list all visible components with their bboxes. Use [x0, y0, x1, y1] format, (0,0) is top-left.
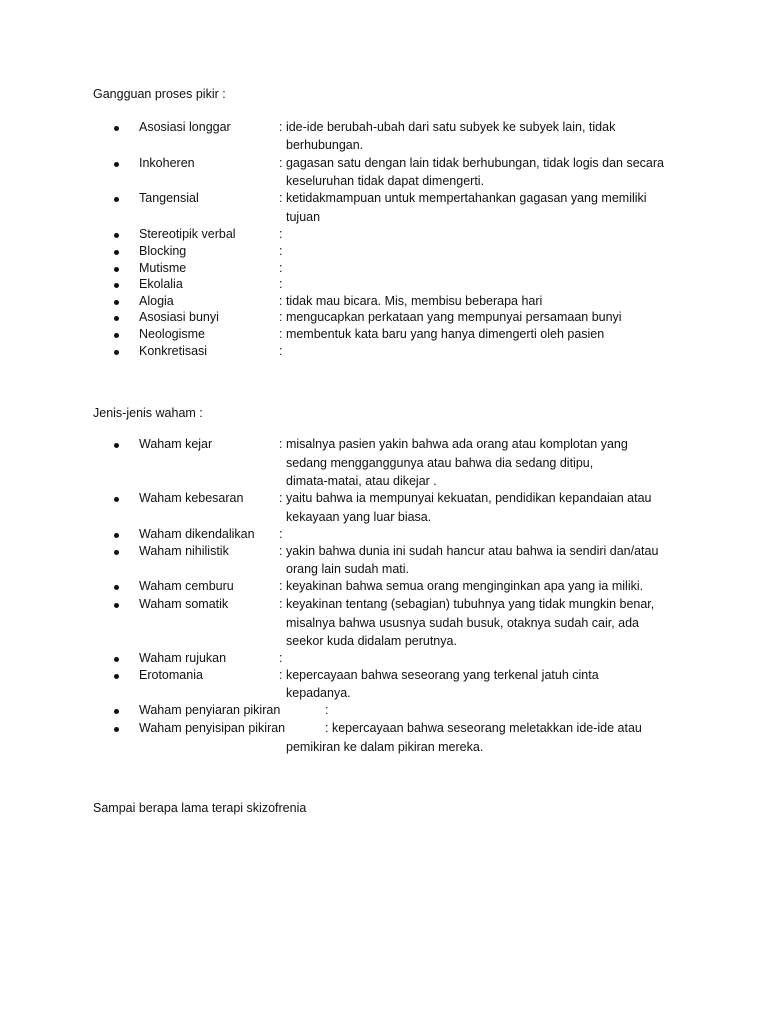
bullet-icon: [114, 603, 119, 608]
bullet-icon: [114, 674, 119, 679]
item-term: Ekolalia: [139, 277, 183, 291]
item-description: :: [279, 277, 283, 291]
item-term: Waham kejar: [139, 437, 213, 451]
bullet-icon: [114, 497, 119, 502]
bullet-icon: [114, 162, 119, 167]
list-item: [0, 244, 768, 261]
bullet-icon: [114, 267, 119, 272]
item-term: Blocking: [139, 244, 187, 258]
item-term: Waham dikendalikan: [139, 527, 255, 541]
list-item: [0, 651, 768, 668]
item-description: : mengucapkan perkataan yang mempunyai persamaan bunyi: [279, 310, 622, 324]
item-description: : membentuk kata baru yang hanya dimengerti oleh pasien: [279, 327, 605, 341]
bullet-icon: [114, 550, 119, 555]
item-term: Waham rujukan: [139, 651, 227, 665]
item-description-continued: kepadanya.: [286, 686, 351, 700]
item-description: : keyakinan bahwa semua orang menginginkan apa yang ia miliki.: [279, 579, 644, 593]
bullet-icon: [114, 316, 119, 321]
item-description: :: [279, 527, 283, 541]
list-item: [0, 703, 768, 720]
list-item: [0, 344, 768, 361]
item-description: : gagasan satu dengan lain tidak berhubungan, tidak logis dan secara: [279, 156, 665, 170]
list-item: [0, 491, 768, 508]
list-item: [0, 721, 768, 738]
item-term: Waham penyisipan pikiran: [139, 721, 286, 735]
bullet-icon: [114, 333, 119, 338]
item-description: : yakin bahwa dunia ini sudah hancur atau bahwa ia sendiri dan/atau: [279, 544, 659, 558]
list-item: [0, 668, 768, 685]
bullet-icon: [114, 585, 119, 590]
bullet-icon: [114, 250, 119, 255]
list-item: [0, 544, 768, 561]
bullet-icon: [114, 709, 119, 714]
item-term: Waham nihilistik: [139, 544, 229, 558]
bullet-icon: [114, 283, 119, 288]
closing-text: Sampai berapa lama terapi skizofrenia: [93, 801, 307, 815]
item-term: Alogia: [139, 294, 174, 308]
item-term: Inkoheren: [139, 156, 195, 170]
list-item: [0, 156, 768, 173]
list-item: [0, 191, 768, 208]
item-term: Tangensial: [139, 191, 199, 205]
item-description: : ide-ide berubah-ubah dari satu subyek ke subyek lain, tidak: [279, 120, 616, 134]
list-item: [0, 597, 768, 614]
item-description: : keyakinan tentang (sebagian) tubuhnya yang tidak mungkin benar,: [279, 597, 655, 611]
bullet-icon: [114, 197, 119, 202]
list-item: [0, 120, 768, 137]
item-description: : yaitu bahwa ia mempunyai kekuatan, pendidikan kepandaian atau: [279, 491, 652, 505]
list-item: [0, 310, 768, 327]
item-term: Konkretisasi: [139, 344, 208, 358]
item-description: : ketidakmampuan untuk mempertahankan gagasan yang memiliki: [279, 191, 647, 205]
item-term: Erotomania: [139, 668, 203, 682]
section-heading-thought: Gangguan proses pikir :: [93, 87, 226, 101]
item-description: : kepercayaan bahwa seseorang yang terkenal jatuh cinta: [279, 668, 599, 682]
item-term: Mutisme: [139, 261, 187, 275]
item-description-continued: pemikiran ke dalam pikiran mereka.: [286, 740, 484, 754]
item-term: Waham kebesaran: [139, 491, 244, 505]
item-description-continued: keseluruhan tidak dapat dimengerti.: [286, 174, 485, 188]
bullet-icon: [114, 126, 119, 131]
item-description: : kepercayaan bahwa seseorang meletakkan ide-ide atau: [325, 721, 642, 735]
item-term: Asosiasi bunyi: [139, 310, 219, 324]
item-term: Waham penyiaran pikiran: [139, 703, 281, 717]
section-heading-delusions: Jenis-jenis waham :: [93, 406, 203, 420]
list-item: [0, 261, 768, 278]
item-description: :: [279, 651, 283, 665]
bullet-icon: [114, 300, 119, 305]
bullet-icon: [114, 350, 119, 355]
bullet-icon: [114, 533, 119, 538]
item-description-continued: kekayaan yang luar biasa.: [286, 510, 432, 524]
list-item: [0, 579, 768, 596]
item-description: :: [279, 261, 283, 275]
bullet-icon: [114, 443, 119, 448]
item-description: :: [279, 344, 283, 358]
list-item: [0, 327, 768, 344]
item-description: : tidak mau bicara. Mis, membisu beberapa hari: [279, 294, 543, 308]
bullet-icon: [114, 657, 119, 662]
item-description-continued: sedang mengganggunya atau bahwa dia sedang ditipu,: [286, 456, 594, 470]
item-description-continued: berhubungan.: [286, 138, 364, 152]
item-description-continued: misalnya bahwa ususnya sudah busuk, otaknya sudah cair, ada: [286, 616, 640, 630]
list-item: [0, 227, 768, 244]
list-item: [0, 294, 768, 311]
item-description-continued: tujuan: [286, 210, 321, 224]
item-term: Stereotipik verbal: [139, 227, 236, 241]
item-description: : misalnya pasien yakin bahwa ada orang atau komplotan yang: [279, 437, 628, 451]
list-item: [0, 277, 768, 294]
item-description-continued: orang lain sudah mati.: [286, 562, 409, 576]
item-description: :: [279, 227, 283, 241]
item-term: Neologisme: [139, 327, 206, 341]
item-term: Asosiasi longgar: [139, 120, 231, 134]
item-description: :: [325, 703, 329, 717]
list-item: [0, 527, 768, 544]
bullet-icon: [114, 233, 119, 238]
item-description-continued: seekor kuda didalam perutnya.: [286, 634, 457, 648]
bullet-icon: [114, 727, 119, 732]
item-term: Waham somatik: [139, 597, 229, 611]
item-term: Waham cemburu: [139, 579, 234, 593]
list-item: [0, 437, 768, 454]
item-description: :: [279, 244, 283, 258]
item-description-continued: dimata-matai, atau dikejar .: [286, 474, 437, 488]
